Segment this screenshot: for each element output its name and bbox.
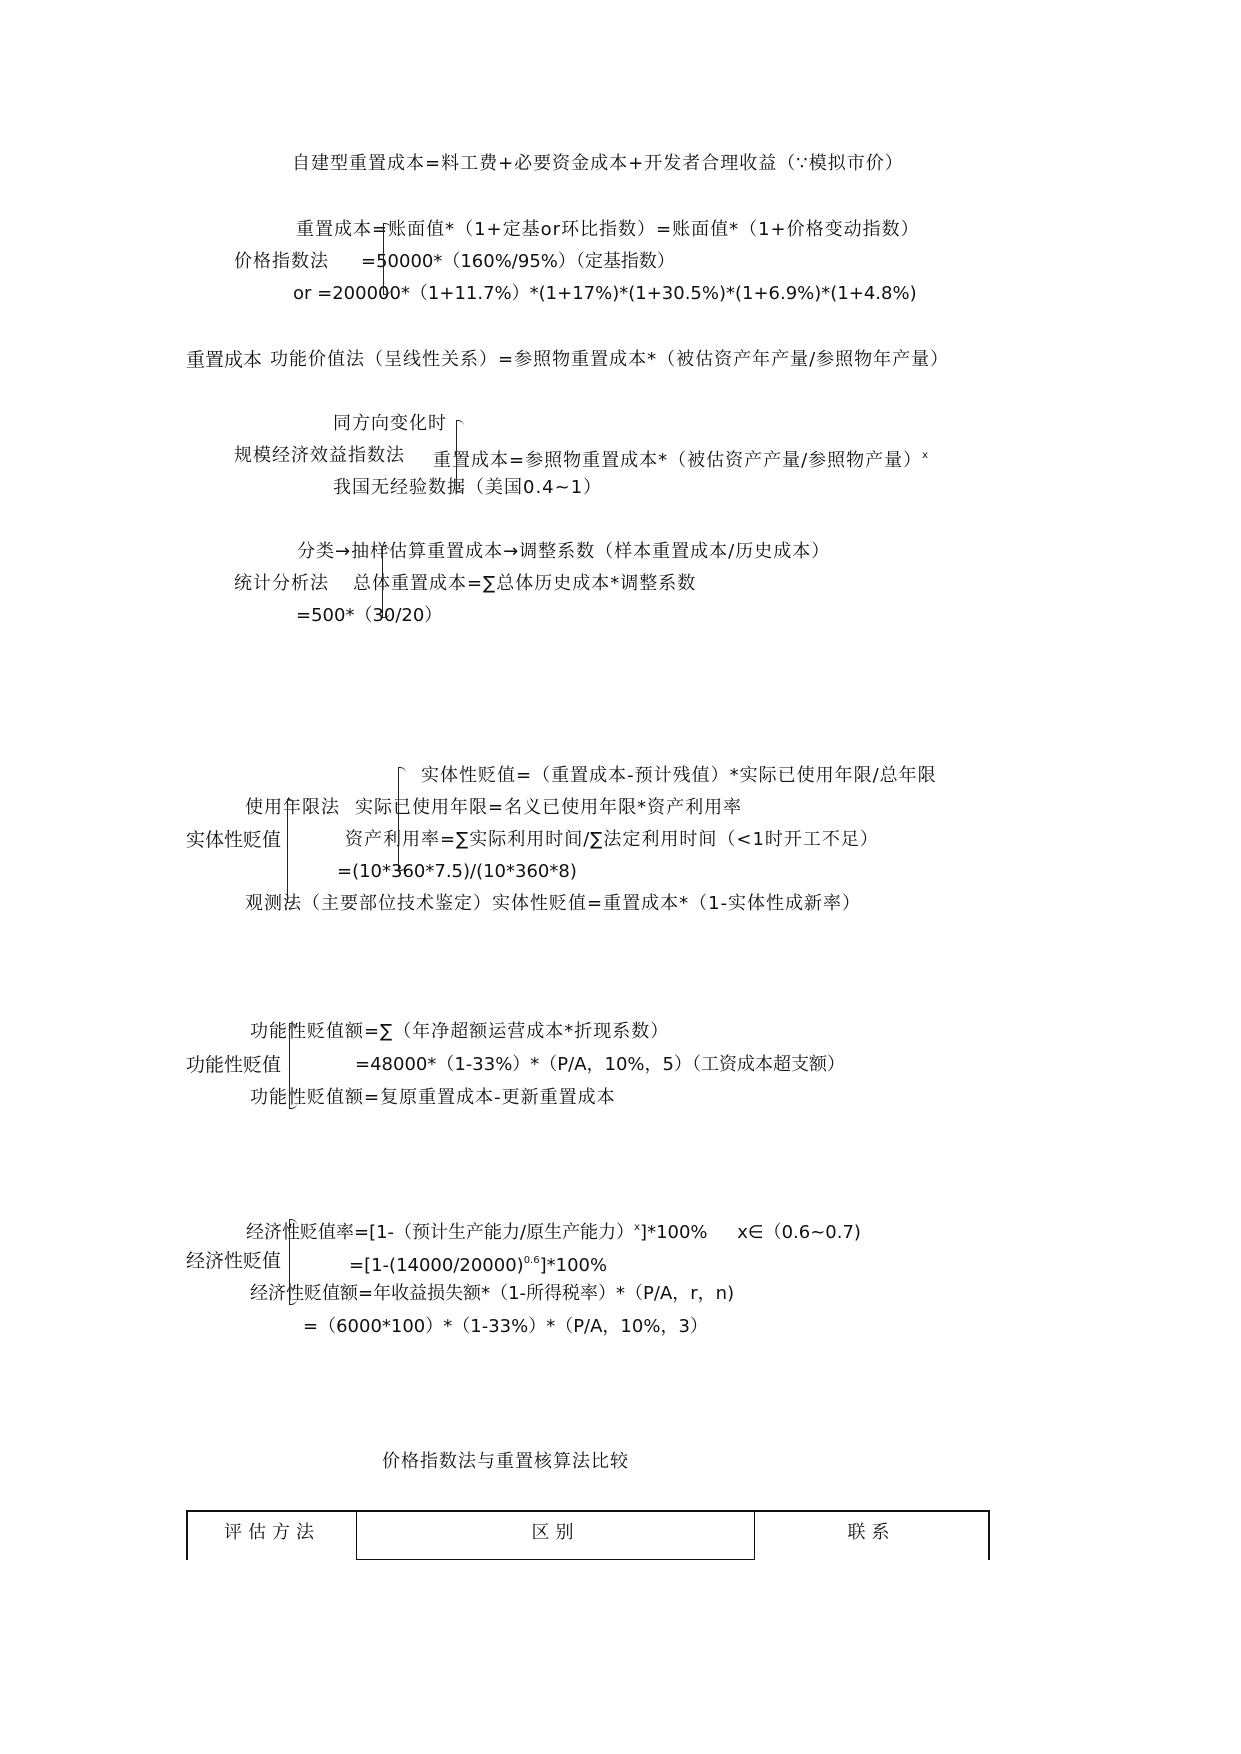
header-method: 评估方法 <box>187 1511 357 1560</box>
economic-rate-exponent: x <box>634 1222 641 1233</box>
comparison-table <box>186 1510 990 1560</box>
functional-depreciation-heading: 功能性贬值 <box>186 1054 282 1076</box>
scale-economy-brace <box>456 421 457 491</box>
scale-economy-label: 规模经济效益指数法 <box>234 445 405 466</box>
service-life-label: 使用年限法 <box>245 797 340 818</box>
economic-rate-calc-tail: ]*100% <box>539 1255 608 1276</box>
physical-line3: 资产利用率=∑实际利用时间/∑法定利用时间（<1时开工不足） <box>345 829 879 850</box>
physical-outer-brace <box>287 800 288 902</box>
physical-line4: =(10*360*7.5)/(10*360*8) <box>337 861 577 882</box>
comparison-header-row <box>187 1511 989 1560</box>
scale-economy-top: 同方向变化时 <box>333 413 447 434</box>
scale-economy-bottom: 我国无经验数据（美国0.4~1） <box>333 477 603 498</box>
header-difference: 区别 <box>357 1511 755 1560</box>
statistical-line3: =500*（30/20） <box>296 605 443 626</box>
economic-rate-calc: =[1-(14000/20000) <box>349 1255 524 1276</box>
observation-method: 观测法（主要部位技术鉴定）实体性贬值=重置成本*（1-实体性成新率） <box>245 893 862 914</box>
functional-line3: 功能性贬值额=复原重置成本-更新重置成本 <box>250 1087 616 1108</box>
functional-value-method: 功能价值法（呈线性关系）=参照物重置成本*（被估资产年产量/参照物年产量） <box>270 349 950 370</box>
economic-line4: =（6000*100）*（1-33%）*（P/A，10%，3） <box>303 1316 708 1337</box>
price-index-brace <box>383 224 384 294</box>
statistical-line2: 总体重置成本=∑总体历史成本*调整系数 <box>353 573 697 594</box>
economic-rate-range: x∈（0.6~0.7) <box>737 1222 861 1243</box>
statistical-label: 统计分析法 <box>234 573 329 594</box>
economic-line2 <box>349 1250 607 1277</box>
economic-brace <box>289 1220 290 1304</box>
self-built-replacement-cost: 自建型重置成本=料工费+必要资金成本+开发者合理收益（∵模拟市价） <box>292 153 904 174</box>
price-index-line3: or =200000*（1+11.7%）*(1+17%)*(1+30.5%)*(1+6.9%)*(1+4.8%) <box>293 283 917 304</box>
economic-line1 <box>246 1217 861 1244</box>
header-connection: 联系 <box>755 1511 990 1560</box>
comparison-title: 价格指数法与重置核算法比较 <box>382 1451 629 1472</box>
price-index-line2: =50000*（160%/95%）（定基指数） <box>361 251 675 272</box>
economic-depreciation-heading: 经济性贬值 <box>186 1250 282 1272</box>
physical-inner-brace <box>398 768 399 870</box>
economic-rate-calc-exponent: 0.6 <box>523 1255 540 1266</box>
economic-rate-tail: ]*100% <box>640 1222 708 1243</box>
price-index-line1: 重置成本=账面值*（1+定基or环比指数）=账面值*（1+价格变动指数） <box>296 219 920 240</box>
statistical-brace <box>382 547 383 617</box>
scale-economy-exponent: x <box>922 450 929 461</box>
scale-economy-mid-text: 重置成本=参照物重置成本*（被估资产产量/参照物产量） <box>433 450 923 471</box>
functional-line1: 功能性贬值额=∑（年净超额运营成本*折现系数） <box>250 1021 670 1042</box>
physical-line1: 实体性贬值=（重置成本-预计残值）*实际已使用年限/总年限 <box>421 765 937 786</box>
price-index-label: 价格指数法 <box>234 251 329 272</box>
functional-line2: =48000*（1-33%）*（P/A，10%，5）（工资成本超支额） <box>355 1054 845 1075</box>
functional-brace <box>289 1024 290 1108</box>
physical-depreciation-heading: 实体性贬值 <box>186 829 282 851</box>
economic-rate-formula: 经济性贬值率=[1-（预计生产能力/原生产能力） <box>246 1222 635 1243</box>
replacement-cost-heading: 重置成本 <box>186 349 263 371</box>
scale-economy-mid <box>433 445 928 472</box>
economic-line3: 经济性贬值额=年收益损失额*（1-所得税率）*（P/A，r，n) <box>250 1283 735 1304</box>
statistical-line1: 分类→抽样估算重置成本→调整系数（样本重置成本/历史成本） <box>297 541 831 562</box>
physical-line2: 实际已使用年限=名义已使用年限*资产利用率 <box>355 797 743 818</box>
